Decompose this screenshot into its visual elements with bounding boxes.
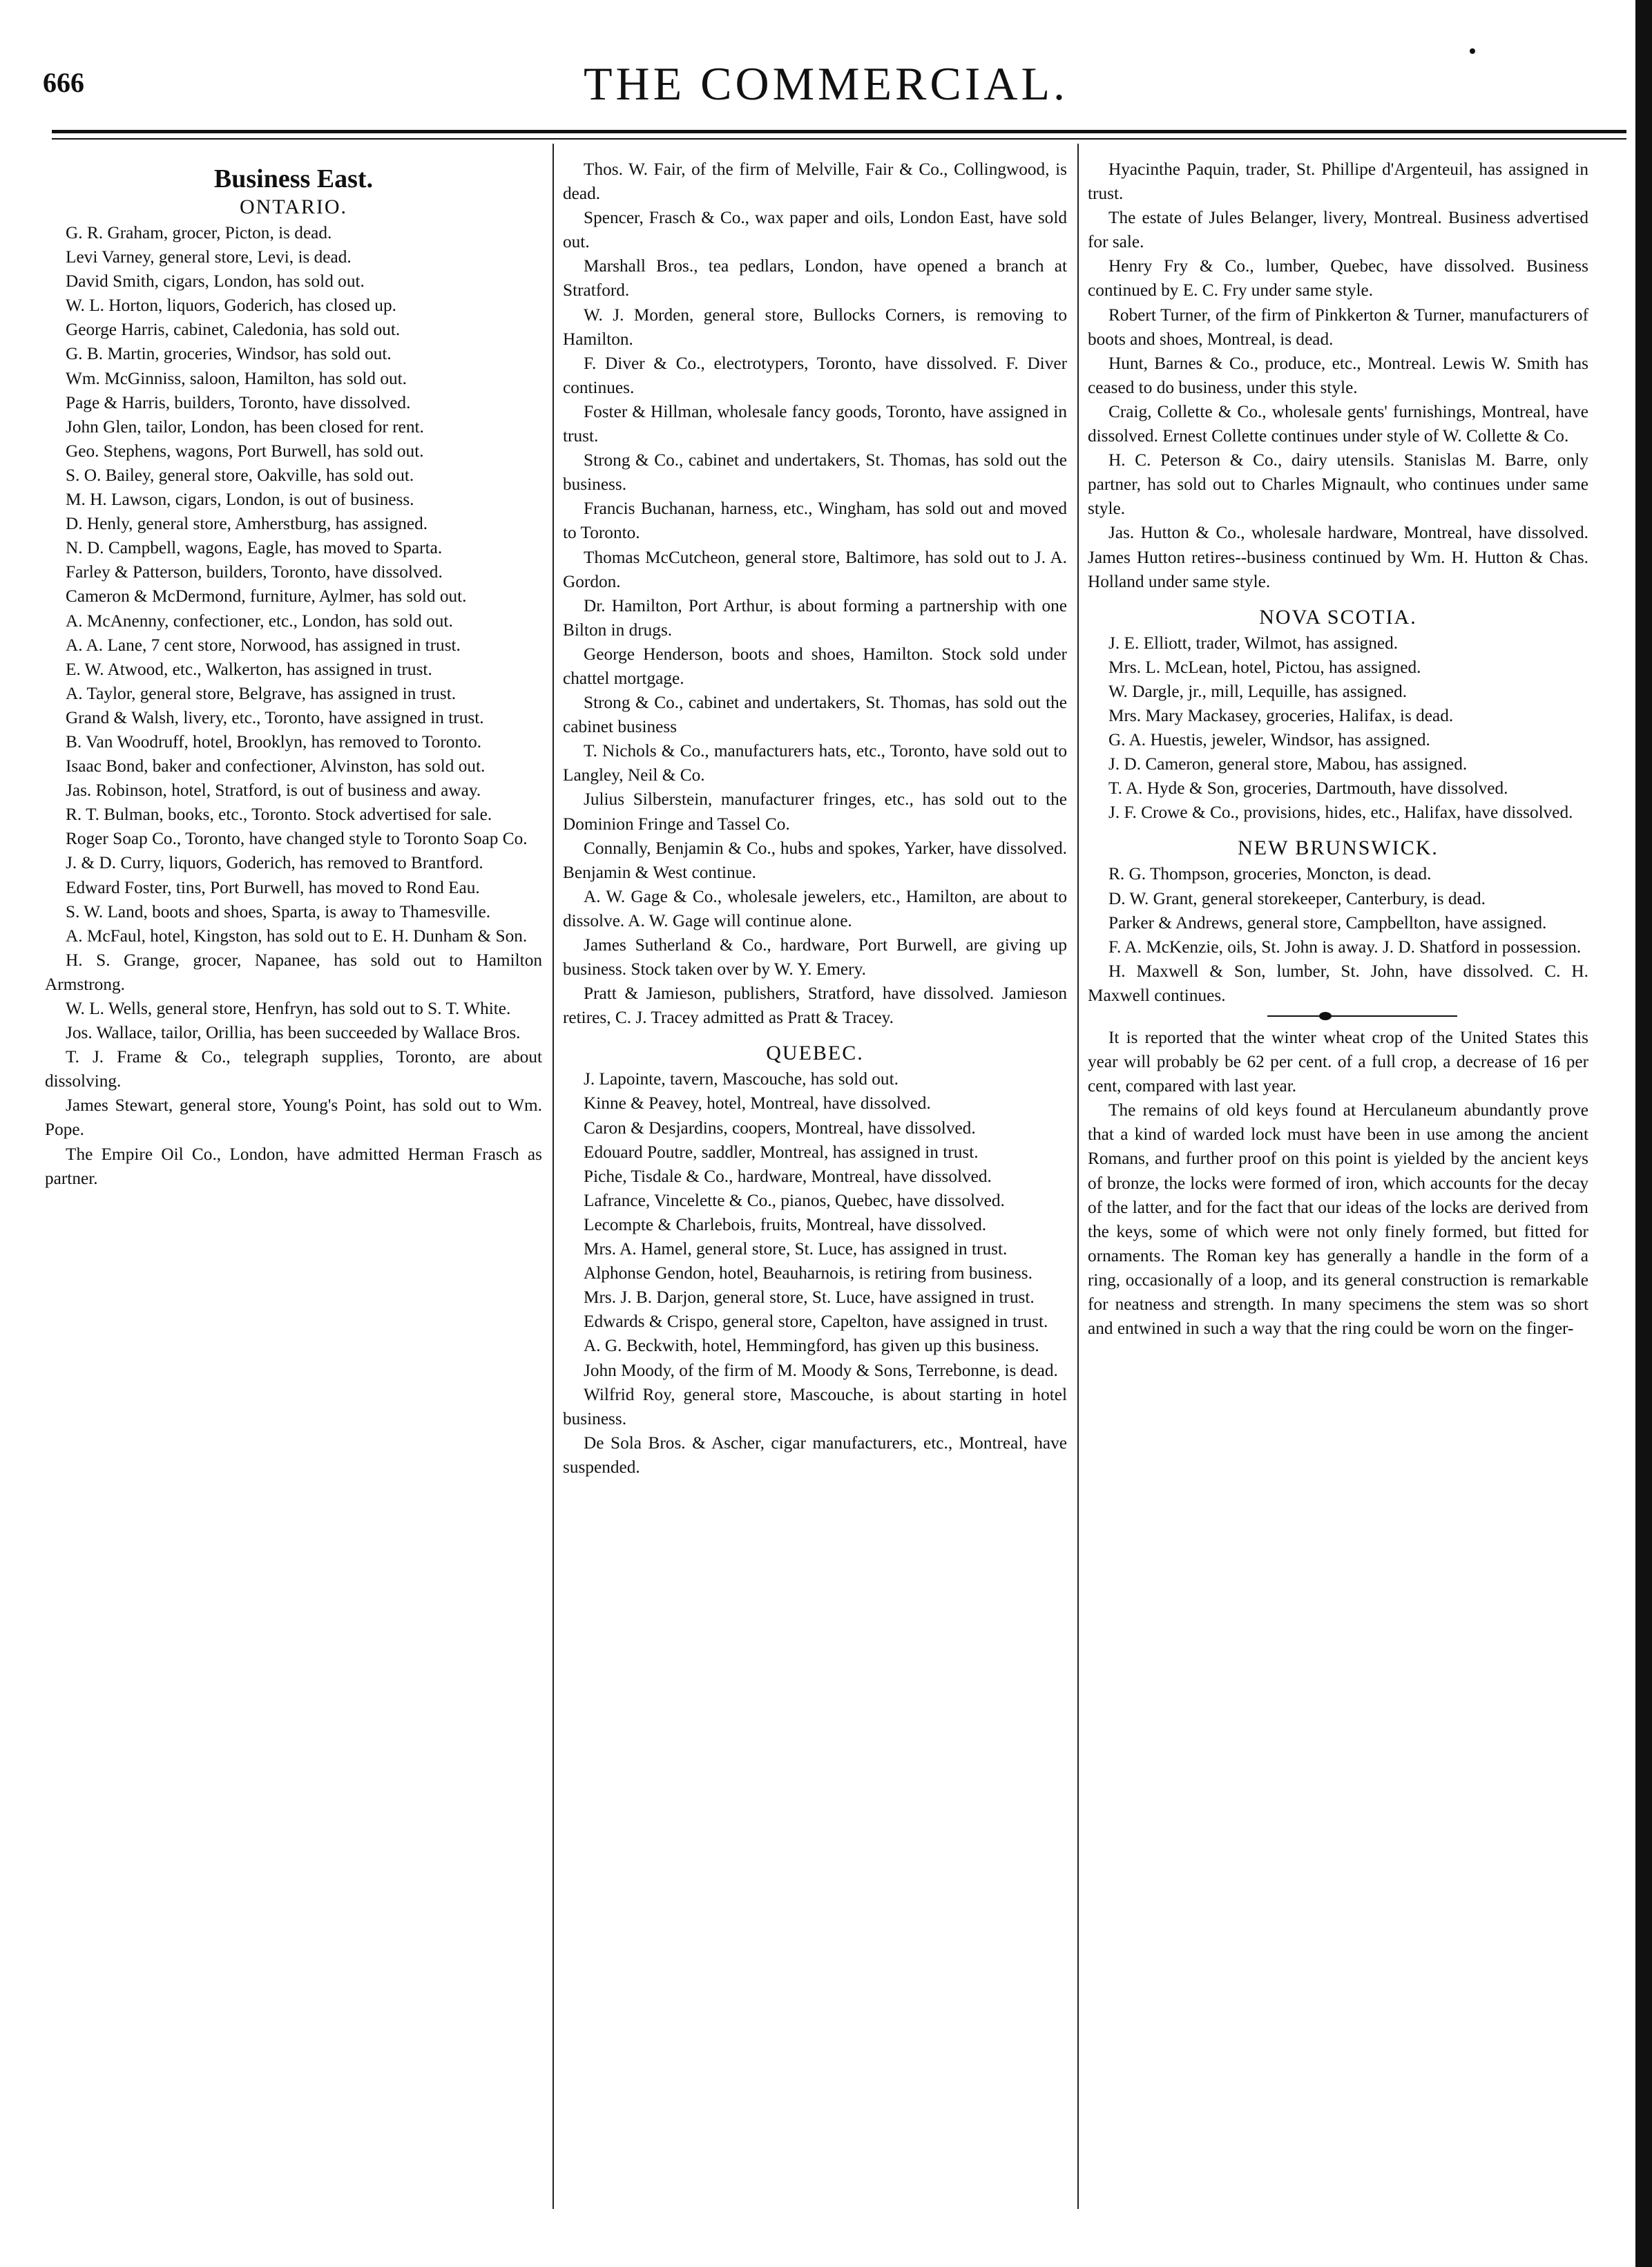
list-item: James Stewart, general store, Young's Point, has sold out to Wm. Pope. <box>45 1096 542 1140</box>
column-2 <box>563 157 1067 2239</box>
quebec-list-continued <box>1088 157 1588 594</box>
list-item: Lecompte & Charlebois, fruits, Montreal, have dissolved. <box>584 1214 987 1234</box>
list-item: S. O. Bailey, general store, Oakville, has sold out. <box>66 465 414 485</box>
list-item: Thos. W. Fair, of the firm of Melville, Fair & Co., Collingwood, is dead. <box>563 160 1067 204</box>
page-edge-bar <box>1635 0 1652 2267</box>
list-item: Pratt & Jamieson, publishers, Stratford, have dissolved. Jamieson retires, C. J. Tracey admitted as Pratt & Tracey. <box>563 984 1067 1028</box>
list-item: Robert Turner, of the firm of Pinkkerton & Turner, manufacturers of boots and shoes, Montreal, is dead. <box>1088 305 1588 349</box>
list-item: Spencer, Frasch & Co., wax paper and oils, London East, have sold out. <box>563 208 1067 252</box>
list-item: Henry Fry & Co., lumber, Quebec, have dissolved. Business continued by E. C. Fry under same style. <box>1088 256 1588 300</box>
list-item: F. Diver & Co., electrotypers, Toronto, have dissolved. F. Diver continues. <box>563 353 1067 397</box>
list-item: S. W. Land, boots and shoes, Sparta, is away to Thamesville. <box>66 901 491 921</box>
list-item: H. C. Peterson & Co., dairy utensils. Stanislas M. Barre, only partner, has sold out to Charles Mignault, who continues under same style. <box>1088 450 1588 519</box>
list-item: Wilfrid Roy, general store, Mascouche, is about starting in hotel business. <box>563 1384 1067 1428</box>
ontario-list <box>45 221 542 1191</box>
header-rule-thin <box>52 138 1626 140</box>
list-item: Farley & Patterson, builders, Toronto, have dissolved. <box>66 562 443 582</box>
list-item: T. A. Hyde & Son, groceries, Dartmouth, have dissolved. <box>1108 778 1508 798</box>
section-heading-new-brunswick: NEW BRUNSWICK. <box>1238 836 1439 860</box>
list-item: Parker & Andrews, general store, Campbellton, have assigned. <box>1108 912 1547 932</box>
article-body <box>1088 1026 1588 1341</box>
list-item: T. Nichols & Co., manufacturers hats, etc., Toronto, have sold out to Langley, Neil & Co. <box>563 741 1067 785</box>
list-item: Mrs. A. Hamel, general store, St. Luce, has assigned in trust. <box>584 1239 1008 1259</box>
list-item: Levi Varney, general store, Levi, is dead. <box>66 247 352 267</box>
list-item: H. Maxwell & Son, lumber, St. John, have dissolved. C. H. Maxwell continues. <box>1088 961 1588 1005</box>
list-item: A. McFaul, hotel, Kingston, has sold out to E. H. Dunham & Son. <box>66 926 528 946</box>
list-item: Strong & Co., cabinet and undertakers, St. Thomas, has sold out the cabinet business <box>563 693 1067 737</box>
list-item: Hyacinthe Paquin, trader, St. Phillipe d'Argenteuil, has assigned in trust. <box>1088 160 1588 204</box>
column-1 <box>45 157 542 2239</box>
list-item: Edward Foster, tins, Port Burwell, has moved to Rond Eau. <box>66 877 480 897</box>
list-item: R. T. Bulman, books, etc., Toronto. Stock advertised for sale. <box>66 805 492 825</box>
list-item: A. A. Lane, 7 cent store, Norwood, has assigned in trust. <box>66 635 461 655</box>
section-heading-quebec: QUEBEC. <box>766 1042 864 1065</box>
list-item: B. Van Woodruff, hotel, Brooklyn, has removed to Toronto. <box>66 731 482 752</box>
list-item: Jas. Hutton & Co., wholesale hardware, Montreal, have dissolved. James Hutton retires--business continued by Wm. H. Hutton & Chas. Holland under same style. <box>1088 523 1588 591</box>
section-heading-ontario: ONTARIO. <box>239 195 348 218</box>
list-item: John Glen, tailor, London, has been closed for rent. <box>66 417 424 437</box>
list-item: H. S. Grange, grocer, Napanee, has sold out to Hamilton Armstrong. <box>45 950 542 994</box>
list-item: R. G. Thompson, groceries, Moncton, is dead. <box>1108 864 1432 884</box>
list-item: Mrs. L. McLean, hotel, Pictou, has assigned. <box>1108 657 1421 677</box>
list-item: Kinne & Peavey, hotel, Montreal, have dissolved. <box>584 1093 931 1113</box>
list-item: Foster & Hillman, wholesale fancy goods, Toronto, have assigned in trust. <box>563 401 1067 446</box>
list-item: J. F. Crowe & Co., provisions, hides, etc., Halifax, have dissolved. <box>1108 803 1573 823</box>
list-item: Mrs. Mary Mackasey, groceries, Halifax, is dead. <box>1108 705 1454 725</box>
list-item: G. B. Martin, groceries, Windsor, has sold out. <box>66 344 392 364</box>
list-item: W. L. Horton, liquors, Goderich, has closed up. <box>66 296 396 316</box>
list-item: Jos. Wallace, tailor, Orillia, has been succeeded by Wallace Bros. <box>66 1023 521 1043</box>
list-item: Page & Harris, builders, Toronto, have dissolved. <box>66 392 411 412</box>
list-item: G. R. Graham, grocer, Picton, is dead. <box>66 223 332 242</box>
list-item: D. Henly, general store, Amherstburg, has assigned. <box>66 514 428 534</box>
list-item: James Sutherland & Co., hardware, Port Burwell, are giving up business. Stock taken over by W. Y. Emery. <box>563 935 1067 979</box>
list-item: Craig, Collette & Co., wholesale gents' furnishings, Montreal, have dissolved. Ernest Collette continues under style of W. Collette & Co. <box>1088 401 1588 446</box>
list-item: J. E. Elliott, trader, Wilmot, has assigned. <box>1108 633 1399 653</box>
list-item: Jas. Robinson, hotel, Stratford, is out of business and away. <box>66 781 481 801</box>
list-item: Cameron & McDermond, furniture, Aylmer, has sold out. <box>66 586 467 606</box>
list-item: Piche, Tisdale & Co., hardware, Montreal, have dissolved. <box>584 1166 992 1186</box>
list-item: Isaac Bond, baker and confectioner, Alvinston, has sold out. <box>66 756 486 776</box>
column-divider-2 <box>1077 144 1079 2209</box>
list-item: David Smith, cigars, London, has sold out. <box>66 271 365 291</box>
list-item: Wm. McGinniss, saloon, Hamilton, has sold out. <box>66 368 407 388</box>
list-item: Hunt, Barnes & Co., produce, etc., Montreal. Lewis W. Smith has ceased to do business, under this style. <box>1088 353 1588 397</box>
article-separator <box>1088 1008 1588 1026</box>
list-item: W. J. Morden, general store, Bullocks Corners, is removing to Hamilton. <box>563 305 1067 349</box>
section-heading-nova-scotia: NOVA SCOTIA. <box>1259 605 1417 629</box>
list-item: Julius Silberstein, manufacturer fringes, etc., has sold out to the Dominion Fringe and Tassel Co. <box>563 790 1067 834</box>
list-item: W. L. Wells, general store, Henfryn, has sold out to S. T. White. <box>66 999 511 1018</box>
list-item: Thomas McCutcheon, general store, Baltimore, has sold out to J. A. Gordon. <box>563 547 1067 591</box>
list-item: M. H. Lawson, cigars, London, is out of business. <box>66 490 414 510</box>
list-item: Francis Buchanan, harness, etc., Wingham, has sold out and moved to Toronto. <box>563 499 1067 543</box>
list-item: Strong & Co., cabinet and undertakers, St. Thomas, has sold out the business. <box>563 450 1067 495</box>
list-item: J. D. Cameron, general store, Mabou, has assigned. <box>1108 754 1468 774</box>
ink-dot <box>1470 48 1475 54</box>
section-heading-business-east: Business East. <box>213 164 374 193</box>
list-item: E. W. Atwood, etc., Walkerton, has assigned in trust. <box>66 659 432 679</box>
list-item: Edwards & Crispo, general store, Capelton, have assigned in trust. <box>584 1312 1048 1332</box>
new-brunswick-list <box>1088 862 1588 1008</box>
list-item: Caron & Desjardins, coopers, Montreal, have dissolved. <box>584 1118 976 1138</box>
masthead-title: THE COMMERCIAL. <box>583 57 1069 110</box>
list-item: Roger Soap Co., Toronto, have changed style to Toronto Soap Co. <box>66 829 528 849</box>
list-item: F. A. McKenzie, oils, St. John is away. J. D. Shatford in possession. <box>1108 937 1582 957</box>
list-item: A. McAnenny, confectioner, etc., London, has sold out. <box>66 611 453 631</box>
ontario-list-continued <box>563 157 1067 1030</box>
page-number: 666 <box>43 67 84 98</box>
list-item: Edouard Poutre, saddler, Montreal, has assigned in trust. <box>584 1142 979 1162</box>
list-item: It is reported that the winter wheat crop of the United States this year will probably be 62 per cent. of a full crop, a decrease of 16 per cent, compared with last year. <box>1088 1028 1588 1096</box>
list-item: J. & D. Curry, liquors, Goderich, has removed to Brantford. <box>66 853 483 873</box>
column-3 <box>1088 157 1588 2239</box>
list-item: De Sola Bros. & Ascher, cigar manufacturers, etc., Montreal, have suspended. <box>563 1433 1067 1477</box>
nova-scotia-list <box>1088 631 1588 825</box>
list-item: George Henderson, boots and shoes, Hamilton. Stock sold under chattel mortgage. <box>563 644 1067 688</box>
list-item: John Moody, of the firm of M. Moody & Sons, Terrebonne, is dead. <box>584 1360 1058 1380</box>
list-item: George Harris, cabinet, Caledonia, has sold out. <box>66 320 401 340</box>
list-item: Lafrance, Vincelette & Co., pianos, Quebec, have dissolved. <box>584 1190 1005 1210</box>
list-item: J. Lapointe, tavern, Mascouche, has sold out. <box>584 1069 899 1089</box>
list-item: Geo. Stephens, wagons, Port Burwell, has sold out. <box>66 441 424 461</box>
list-item: A. Taylor, general store, Belgrave, has assigned in trust. <box>66 683 457 703</box>
list-item: Marshall Bros., tea pedlars, London, have opened a branch at Stratford. <box>563 256 1067 300</box>
list-item: T. J. Frame & Co., telegraph supplies, Toronto, are about dissolving. <box>45 1047 542 1091</box>
list-item: A. W. Gage & Co., wholesale jewelers, etc., Hamilton, are about to dissolve. A. W. Gage will continue alone. <box>563 886 1067 930</box>
column-divider-1 <box>553 144 554 2209</box>
list-item: A. G. Beckwith, hotel, Hemmingford, has given up this business. <box>584 1336 1039 1356</box>
list-item: The estate of Jules Belanger, livery, Montreal. Business advertised for sale. <box>1088 208 1588 252</box>
list-item: Mrs. J. B. Darjon, general store, St. Luce, have assigned in trust. <box>584 1288 1035 1308</box>
list-item: Grand & Walsh, livery, etc., Toronto, have assigned in trust. <box>66 707 484 727</box>
list-item: N. D. Campbell, wagons, Eagle, has moved to Sparta. <box>66 538 443 558</box>
list-item: Alphonse Gendon, hotel, Beauharnois, is retiring from business. <box>584 1263 1032 1283</box>
list-item: W. Dargle, jr., mill, Lequille, has assigned. <box>1108 681 1408 701</box>
list-item: D. W. Grant, general storekeeper, Canterbury, is dead. <box>1108 888 1486 908</box>
list-item: Dr. Hamilton, Port Arthur, is about forming a partnership with one Bilton in drugs. <box>563 595 1067 640</box>
header-rule-thick <box>52 130 1626 133</box>
list-item: The Empire Oil Co., London, have admitted Herman Frasch as partner. <box>45 1144 542 1188</box>
list-item: G. A. Huestis, jeweler, Windsor, has assigned. <box>1108 730 1430 750</box>
quebec-list <box>563 1067 1067 1480</box>
list-item: The remains of old keys found at Herculaneum abundantly prove that a kind of warded lock must have been in use among the ancient Romans, and further proof on this point is yielded by the ancient keys of bronze, the locks were formed of iron, which accounts for the decay of the latter, and for the fact that our ideas of the locks are derived from the keys, some of which were not only finely formed, but fitted for ornaments. The Roman key has generally a handle in the form of a ring, occasionally of a loop, and its general construction is remarkable for neatness and strength. In many specimens the stem was so short and entwined in such a way that the ring could be worn on the finger- <box>1088 1100 1588 1339</box>
list-item: Connally, Benjamin & Co., hubs and spokes, Yarker, have dissolved. Benjamin & West continue. <box>563 838 1067 882</box>
